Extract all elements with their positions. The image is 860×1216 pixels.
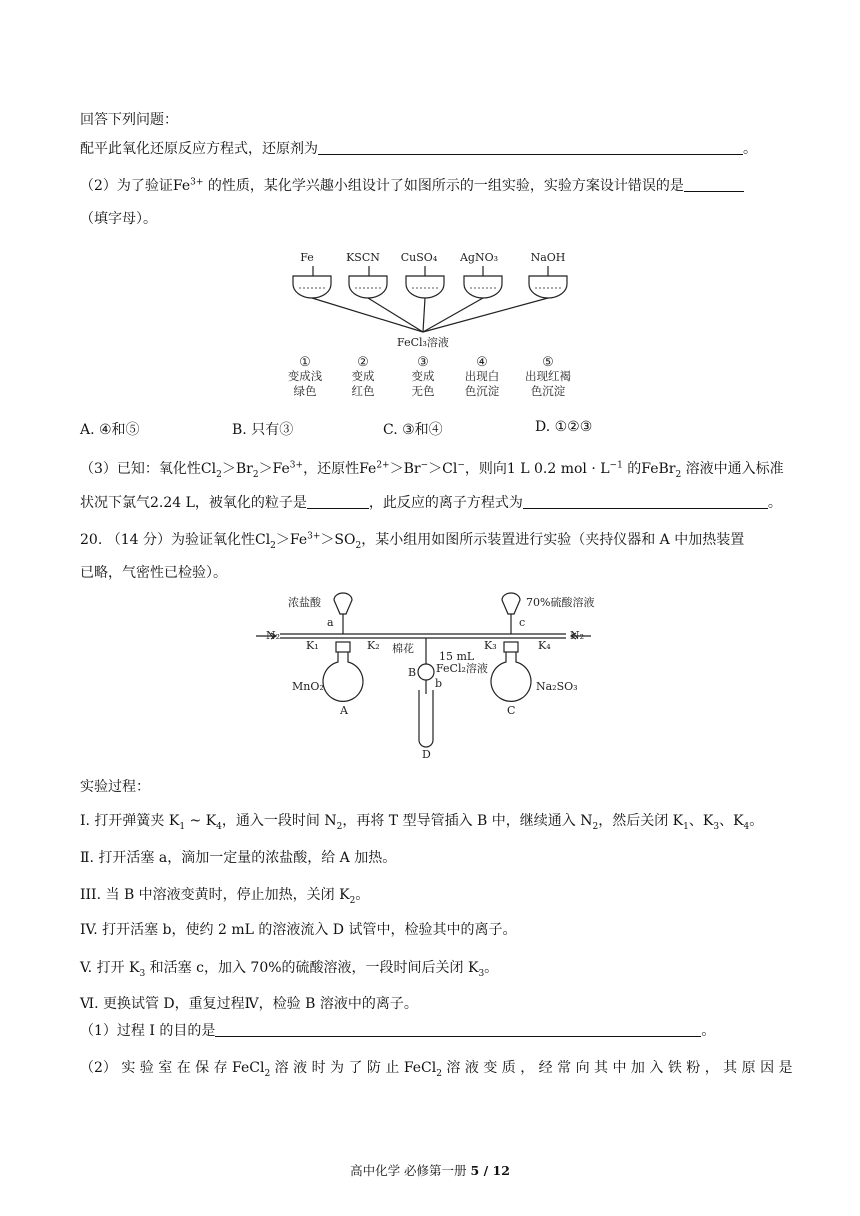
apparatus-figure xyxy=(236,592,596,762)
well-icon xyxy=(349,276,387,298)
question-3-line: （3）已知：氧化性$Cl_2>Br_2>Fe^{3+}$，还原性$Fe^{2+}>Br^->Cl^-$，则向1 L 0.2 mol · $L^{-1}$ 的FeBr$_2$ 溶液中通入标准 xyxy=(80,460,784,480)
well-icon xyxy=(464,276,502,298)
n2-right-label: N₂ xyxy=(570,629,585,642)
answer-blank xyxy=(684,176,744,192)
answer-blank xyxy=(318,139,743,155)
step-6: Ⅵ. 更换试管 D，重复过程Ⅳ，检验 B 溶液中的离子。 xyxy=(80,996,418,1012)
k4-label: K₄ xyxy=(538,639,551,652)
cotton-label: 棉花 xyxy=(392,642,414,655)
well-icon xyxy=(293,276,331,298)
instruction-text: 回答下列问题： xyxy=(80,112,178,128)
valve-c-label: c xyxy=(519,616,526,629)
flask-a-label: A xyxy=(340,704,348,717)
volume-label: 15 mL xyxy=(439,650,475,663)
answer-blank xyxy=(215,1021,701,1037)
option-c[interactable]: C. ③和④ xyxy=(383,422,443,438)
h2so4-label: 70%硫酸溶液 xyxy=(526,596,595,609)
reagent-label: NaOH xyxy=(530,251,566,264)
well-icon xyxy=(406,276,444,298)
page-footer: 高中化学 必修第一册 5 / 12 xyxy=(350,1163,510,1178)
part-2-question: （2） 实 验 室 在 保 存 FeCl$_2$ 溶 液 时 为 了 防 止 FeCl$_2$ 溶 液 变 质 ， 经 常 向 其 中 加 入 铁 粉 ， 其 原 因 是 xyxy=(80,1060,793,1079)
process-heading: 实验过程： xyxy=(80,779,150,795)
question-20-line: 20. （14 分）为验证氧化性$Cl_2>Fe^{3+}>SO_2$，某小组用如图所示装置进行实验（夹持仪器和 A 中加热装置 xyxy=(80,531,745,551)
center-label: FeCl₃溶液 xyxy=(397,336,449,349)
tube-d-label: D xyxy=(422,748,431,761)
step-2: Ⅱ. 打开活塞 a，滴加一定量的浓盐酸，给 A 加热。 xyxy=(80,850,397,866)
step-4: IV. 打开活塞 b，使约 2 mL 的溶液流入 D 试管中，检验其中的离子。 xyxy=(80,922,517,938)
question-3-line-2: 状况下氯气2.24 L，被氧化的粒子是 ，此反应的离子方程式为 。 xyxy=(80,495,782,511)
step-5: V. 打开 $K_3$ 和活塞 c，加入 70%的硫酸溶液，一段时间后关闭 $K_3$。 xyxy=(80,960,499,979)
flask-b-label: B xyxy=(408,666,417,679)
option-number: ① xyxy=(299,355,311,370)
question-20-line-2: 已略，气密性已检验）。 xyxy=(80,565,227,581)
observation-text: 红色 xyxy=(351,384,375,398)
page-number: 5 / 12 xyxy=(470,1163,510,1178)
option-b[interactable]: B. 只有③ xyxy=(232,422,294,438)
valve-b-label: b xyxy=(435,677,443,690)
k3-label: K₃ xyxy=(484,639,497,652)
observation-text: 色沉淀 xyxy=(464,384,500,398)
option-number: ④ xyxy=(476,355,488,370)
na2so3-label: Na₂SO₃ xyxy=(536,680,578,693)
funnel-icon xyxy=(334,593,352,614)
flask-c-label: C xyxy=(507,704,516,717)
option-number: ③ xyxy=(417,355,429,370)
mno2-label: MnO₂ xyxy=(292,680,324,693)
n2-left-label: N₂ xyxy=(266,629,281,642)
observation-text: 变成 xyxy=(411,369,435,383)
reagent-label: Fe xyxy=(300,251,314,264)
well-icon xyxy=(529,276,567,298)
funnel-icon xyxy=(502,593,520,614)
step-3: III. 当 B 中溶液变黄时，停止加热，关闭 $K_2$。 xyxy=(80,887,370,906)
question-1-line: 配平此氧化还原反应方程式，还原剂为 。 xyxy=(80,141,757,157)
observation-text: 色沉淀 xyxy=(530,384,566,398)
k1-label: K₁ xyxy=(306,639,319,652)
fecl3-experiment-figure xyxy=(255,246,595,402)
k2-label: K₂ xyxy=(367,639,380,652)
observation-text: 变成 xyxy=(351,369,375,383)
conc-hcl-label: 浓盐酸 xyxy=(288,596,321,609)
observation-text: 无色 xyxy=(411,384,435,398)
flask-icon xyxy=(323,652,363,701)
observation-text: 出现红褐 xyxy=(525,369,571,383)
option-number: ⑤ xyxy=(542,355,554,370)
option-d[interactable]: D. ①②③ xyxy=(535,419,593,435)
answer-blank xyxy=(307,493,369,509)
stopper-icon xyxy=(504,642,518,652)
fecl2-label: FeCl₂溶液 xyxy=(436,662,488,675)
step-1: I. 打开弹簧夹 $K_1$ ~ $K_4$，通入一段时间 $N_2$，再将 T 型导管插入 B 中，继续通入 $N_2$，然后关闭 $K_1$、$K_3$、$K_4$。 xyxy=(80,813,764,832)
test-tube-icon xyxy=(419,690,433,747)
observation-text: 出现白 xyxy=(464,369,500,383)
stopper-icon xyxy=(336,642,350,652)
question-2-line: （2）为了验证$Fe^{3+}$ 的性质，某化学兴趣小组设计了如图所示的一组实验，实验方案设计错误的是 xyxy=(80,176,744,196)
observation-text: 绿色 xyxy=(293,384,317,398)
question-2-line-2: （填字母）。 xyxy=(80,211,157,227)
reagent-label: AgNO₃ xyxy=(459,251,499,264)
observation-text: 变成浅 xyxy=(287,369,323,383)
funnel-b-icon xyxy=(418,664,434,680)
valve-a-label: a xyxy=(327,616,334,629)
reagent-label: KSCN xyxy=(346,251,380,264)
option-a[interactable]: A. ④和⑤ xyxy=(80,422,140,438)
reagent-label: CuSO₄ xyxy=(400,251,438,264)
option-number: ② xyxy=(357,355,369,370)
flask-icon xyxy=(491,652,531,701)
answer-blank xyxy=(523,493,768,509)
part-1-question: （1）过程 I 的目的是 。 xyxy=(80,1023,716,1039)
